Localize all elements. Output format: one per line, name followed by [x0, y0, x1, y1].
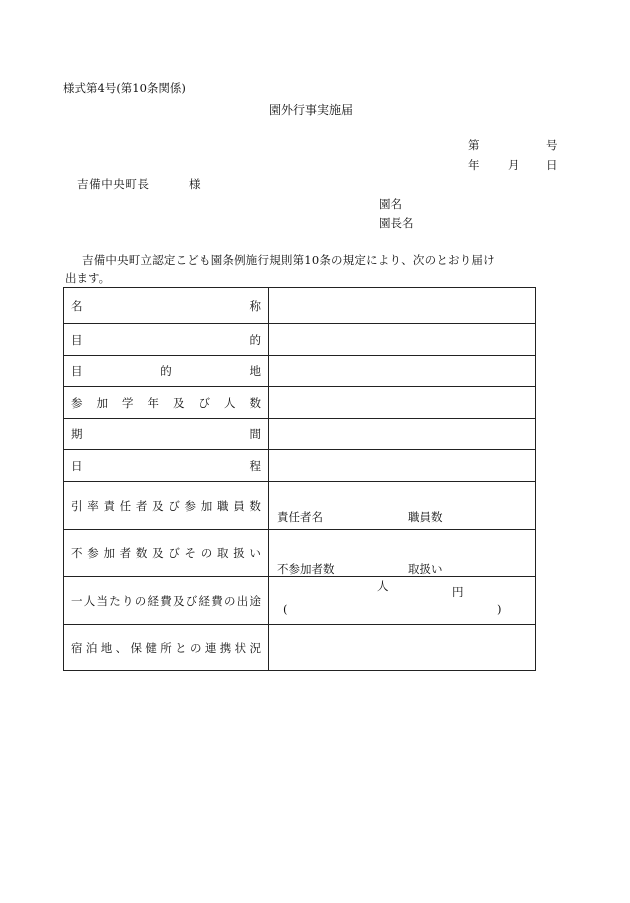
- label-char: 数: [249, 498, 261, 513]
- label-char: 者: [135, 498, 148, 513]
- label-text: [64, 458, 268, 474]
- label-text: [64, 640, 268, 656]
- report-table: [63, 287, 536, 671]
- date-day: 日: [546, 158, 558, 172]
- label-char: 目: [71, 332, 83, 347]
- label-char: 者: [119, 546, 132, 560]
- row-label: [64, 577, 269, 625]
- row-label: [64, 530, 269, 577]
- label-text: [64, 332, 268, 348]
- label-text: [64, 395, 268, 411]
- label-char: 加: [200, 498, 213, 513]
- label-char: 及: [152, 498, 164, 513]
- label-char: 人: [224, 395, 236, 410]
- label-char: 年: [147, 395, 159, 410]
- label-char: 責: [103, 498, 115, 513]
- label-char: 目: [71, 364, 83, 378]
- label-char: 日: [71, 458, 83, 473]
- schedule-value-field[interactable]: [269, 450, 536, 482]
- label-char: 経: [147, 593, 159, 608]
- label-char: 当: [96, 593, 108, 608]
- row-label: [64, 356, 269, 387]
- label-char: 的: [249, 332, 261, 347]
- label-char: び: [168, 498, 180, 513]
- label-char: び: [185, 593, 198, 608]
- table-row: [64, 288, 536, 324]
- label-text: [64, 593, 268, 609]
- label-char: 途: [249, 593, 261, 608]
- body-line-1: 吉備中央町立認定こども園条例施行規則第10条の規定により、次のとおり届け: [82, 253, 495, 267]
- cost-paren-open: (: [283, 602, 288, 616]
- body-line-2: 出ます。: [65, 271, 111, 285]
- cost-paren-close: ): [497, 602, 502, 616]
- form-number: 様式第4号(第10条関係): [63, 81, 186, 95]
- label-char: 費: [160, 593, 172, 608]
- person-unit: 人: [377, 579, 389, 593]
- table-row: [64, 387, 536, 419]
- label-char: の: [224, 593, 236, 608]
- date-year: 年: [468, 158, 480, 172]
- label-char: の: [190, 640, 202, 655]
- label-char: 及: [152, 546, 164, 560]
- leader-staff-cell: [269, 482, 536, 530]
- honorific: 様: [189, 177, 201, 191]
- label-char: 職: [216, 498, 229, 513]
- label-char: 出: [236, 593, 249, 608]
- yen-unit: 円: [452, 585, 464, 599]
- label-char: 引: [71, 498, 83, 513]
- label-char: 加: [103, 546, 115, 560]
- label-text: [64, 426, 268, 442]
- label-char: 率: [87, 498, 99, 513]
- date-month: 月: [508, 158, 520, 172]
- label-char: 地: [249, 364, 261, 378]
- label-char: 宿: [71, 640, 83, 655]
- label-char: 及: [173, 395, 185, 410]
- absent-count-label: 不参加者数: [277, 562, 335, 576]
- label-char: び: [198, 395, 210, 410]
- label-text: [64, 298, 268, 314]
- label-char: 、: [115, 640, 128, 655]
- label-char: 泊: [85, 640, 98, 655]
- label-char: た: [109, 593, 121, 608]
- table-row: [64, 356, 536, 387]
- row-label: [64, 450, 269, 482]
- label-char: 健: [145, 640, 157, 655]
- period-value-field[interactable]: [269, 419, 536, 450]
- number-suffix: 号: [546, 138, 558, 152]
- label-char: 任: [119, 498, 132, 513]
- document-title: 園外行事実施届: [269, 103, 354, 117]
- table-row: [64, 482, 536, 530]
- label-char: 費: [211, 593, 223, 608]
- label-char: 扱: [233, 546, 245, 560]
- participants-value-field[interactable]: [269, 387, 536, 419]
- addressee: 吉備中央町長: [77, 177, 150, 191]
- purpose-value-field[interactable]: [269, 324, 536, 356]
- row-label: [64, 419, 269, 450]
- label-char: の: [134, 593, 147, 608]
- row-label: [64, 324, 269, 356]
- label-text: [64, 498, 268, 514]
- table-row: [64, 625, 536, 671]
- handling-label: 取扱い: [408, 562, 443, 576]
- label-char: 参: [87, 546, 99, 560]
- absentee-cell: [269, 530, 536, 593]
- row-label: [64, 482, 269, 530]
- label-text: [64, 363, 268, 379]
- label-char: 所: [160, 640, 172, 655]
- label-char: そ: [184, 546, 197, 560]
- label-char: り: [122, 593, 134, 608]
- label-char: 及: [173, 593, 185, 608]
- label-char: 一: [71, 593, 83, 608]
- table-row: [64, 450, 536, 482]
- row-label: [64, 387, 269, 419]
- label-char: 人: [83, 593, 96, 608]
- label-char: 員: [233, 498, 245, 513]
- staff-count-label: 職員数: [408, 509, 443, 524]
- label-char: 況: [249, 640, 261, 655]
- label-char: 取: [216, 546, 229, 560]
- label-char: び: [168, 546, 180, 560]
- label-char: 期: [71, 427, 83, 441]
- table-row: [64, 530, 536, 577]
- label-char: 学: [122, 395, 134, 410]
- label-char: 加: [96, 395, 108, 410]
- table-row: [64, 419, 536, 450]
- label-char: 保: [130, 640, 142, 655]
- name-value-field[interactable]: [269, 288, 536, 324]
- label-char: 経: [198, 593, 210, 608]
- row-label: [64, 288, 269, 324]
- label-char: 連: [204, 640, 217, 655]
- label-char: 名: [71, 298, 83, 313]
- label-char: 参: [184, 498, 197, 513]
- label-char: 程: [249, 458, 261, 473]
- label-char: 称: [249, 298, 261, 313]
- table-row: [64, 577, 536, 625]
- label-char: 参: [71, 395, 83, 410]
- label-text: [64, 545, 268, 561]
- cost-cell[interactable]: [269, 577, 536, 625]
- leader-name-label: 責任者名: [277, 509, 323, 524]
- label-char: い: [249, 546, 261, 560]
- label-char: 地: [100, 640, 113, 655]
- table-row: [64, 324, 536, 356]
- label-char: 不: [71, 546, 83, 560]
- label-char: 携: [219, 640, 232, 655]
- label-char: 状: [234, 640, 247, 655]
- label-char: 数: [135, 546, 148, 560]
- label-char: の: [200, 546, 213, 560]
- label-char: と: [175, 640, 187, 655]
- number-prefix: 第: [468, 138, 480, 152]
- label-char: 数: [249, 395, 261, 410]
- label-char: 間: [249, 427, 261, 441]
- label-char: 的: [160, 364, 172, 378]
- row-label: [64, 625, 269, 671]
- principal-label: 園長名: [379, 216, 414, 230]
- destination-value-field[interactable]: [269, 356, 536, 387]
- lodging-health-value-field[interactable]: [269, 625, 536, 671]
- school-name-label: 園名: [379, 197, 402, 211]
